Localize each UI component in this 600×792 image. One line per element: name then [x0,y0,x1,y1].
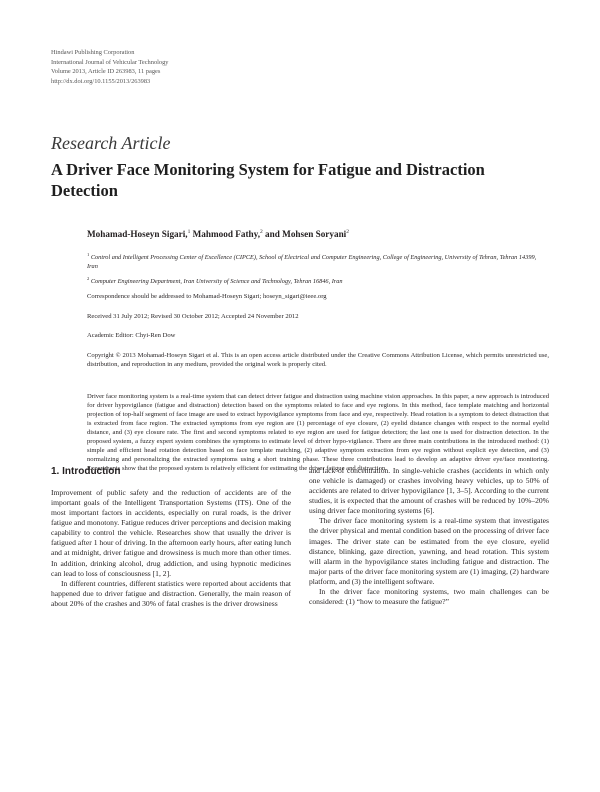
author-name: Mahmood Fathy, [192,229,260,240]
author-name: Mohamad-Hoseyn Sigari, [87,229,188,240]
paper-title: A Driver Face Monitoring System for Fatigue and Distraction Detection [51,160,485,200]
right-column [309,466,549,607]
copyright-notice: Copyright © 2013 Mohamad-Hoseyn Sigari et al. This is an open access article distributed under the Creative Commons Attribution License, which permits unrestricted use, distribution, and reproduction in any medium, provided the original work is properly cited. [87,352,549,368]
publication-dates: Received 31 July 2012; Revised 30 October 2012; Accepted 24 November 2012 [87,313,299,320]
affiliation-text: Computer Engineering Department, Iran University of Science and Technology, Tehran 16846, Iran [90,278,343,286]
affiliation [87,275,537,287]
author-affiliation-mark: 2 [260,229,263,235]
section-heading: 1. Introduction [51,466,121,477]
doi-link[interactable]: http://dx.doi.org/10.1155/2013/263983 [51,78,151,86]
affiliation-mark: 2 [87,276,90,281]
left-column [51,488,291,609]
academic-editor: Academic Editor: Chyi-Ren Dow [87,332,176,339]
journal-header [51,48,169,87]
affiliation [87,251,537,271]
article-type: Research Article [51,133,171,153]
publisher: Hindawi Publishing Corporation [51,49,135,56]
author-affiliation-mark: 1 [187,229,191,235]
correspondence: Correspondence should be addressed to Mohamad-Hoseyn Sigari; hoseyn_sigari@ieee.org [87,293,327,300]
journal-name: International Journal of Vehicular Technology [51,58,169,66]
paragraph: In different countries, different statistics were reported about accidents that happened due to driver fatigue and distraction. Generally, the main reason of about 20% of the crashes and 30% of fatal crashes is the driver drowsiness [51,578,291,608]
author-separator: and [262,229,283,240]
affiliation-text: Control and Intelligent Processing Center of Excellence (CIPCE), School of Electrical and Computer Engineering, College of Engineering, University of Tehran, Tehran 14399, Iran [87,254,537,270]
volume-info: Volume 2013, Article ID 263983, 11 pages [51,68,161,76]
affiliation-mark: 1 [87,252,90,257]
paragraph: and lack of concentration. In single-vehicle crashes (accidents in which only one vehicle is damaged) or crashes involving heavy vehicles, up to 50% of accidents are related to driver hypovigilance [1, 3–5]. According to the current studies, it is expected that the amount of crashes will be reduced by 10%–20% using driver face monitoring systems [6]. [309,466,549,516]
author-list [87,229,349,239]
paragraph: In the driver face monitoring systems, two main challenges can be considered: (1) “how to measure the fatigue?” [309,586,549,607]
paragraph: The driver face monitoring system is a real-time system that investigates the driver physical and mental condition based on the processing of driver face images. The driver state can be estimated from the eye closure, eyelid distance, blinking, gaze direction, yawning, and head rotation. This system will alarm in the hypovigilance states including fatigue and distraction. The major parts of the driver face monitoring system are (1) imaging, (2) hardware platform, and (3) the intelligent software. [309,516,549,586]
author-affiliation-mark: 2 [346,229,349,235]
author-name: Mohsen Soryani [282,229,347,240]
abstract: Driver face monitoring system is a real-time system that can detect driver fatigue and distraction using machine vision approaches. In this paper, a new approach is introduced for driver hypovigilance (fatigue and distraction) detection based on the symptoms related to face and eye regions. In this method, face template matching and horizontal projection of top-half segment of face image are used to extract hypovigilance symptoms from face and eye, respectively. Head rotation is a symptom to detect distraction that is extracted from face region. The extracted symptoms from eye region are (1) percentage of eye closure, (2) eyelid distance changes with respect to the normal eyelid distance, and (3) eye closure rate. The first and second symptoms related to eye region are used for fatigue detection; the last one is used for distraction detection. In the proposed system, a fuzzy expert system combines the symptoms to estimate level of driver hypo-vigilance. There are three main contributions in the introduced method: (1) simple and efficient head rotation detection based on face template matching, (2) adaptive symptom extraction from eye region without explicit eye detection, and (3) normalizing and personalizing the extracted symptoms using a short training phase. These three contributions lead to develop an adaptive driver eye/face monitoring. Experiments show that the proposed system is relatively efficient for estimating the driver fatigue and distraction. [87,393,549,472]
paragraph: Improvement of public safety and the reduction of accidents are of the important goals of the Intelligent Transportation Systems (ITS). One of the most important factors in accidents, especially on rural roads, is the driver fatigue and monotony. Fatigue reduces driver perceptions and decision making capability to control the vehicle. Researches show that usually the driver is fatigued after 1 hour of driving. In the afternoon early hours, after eating lunch and at midnight, driver fatigue and drowsiness is much more than other times. In addition, drinking alcohol, drug addiction, and using hypnotic medicines can lead to loss of consciousness [1, 2]. [51,488,291,578]
